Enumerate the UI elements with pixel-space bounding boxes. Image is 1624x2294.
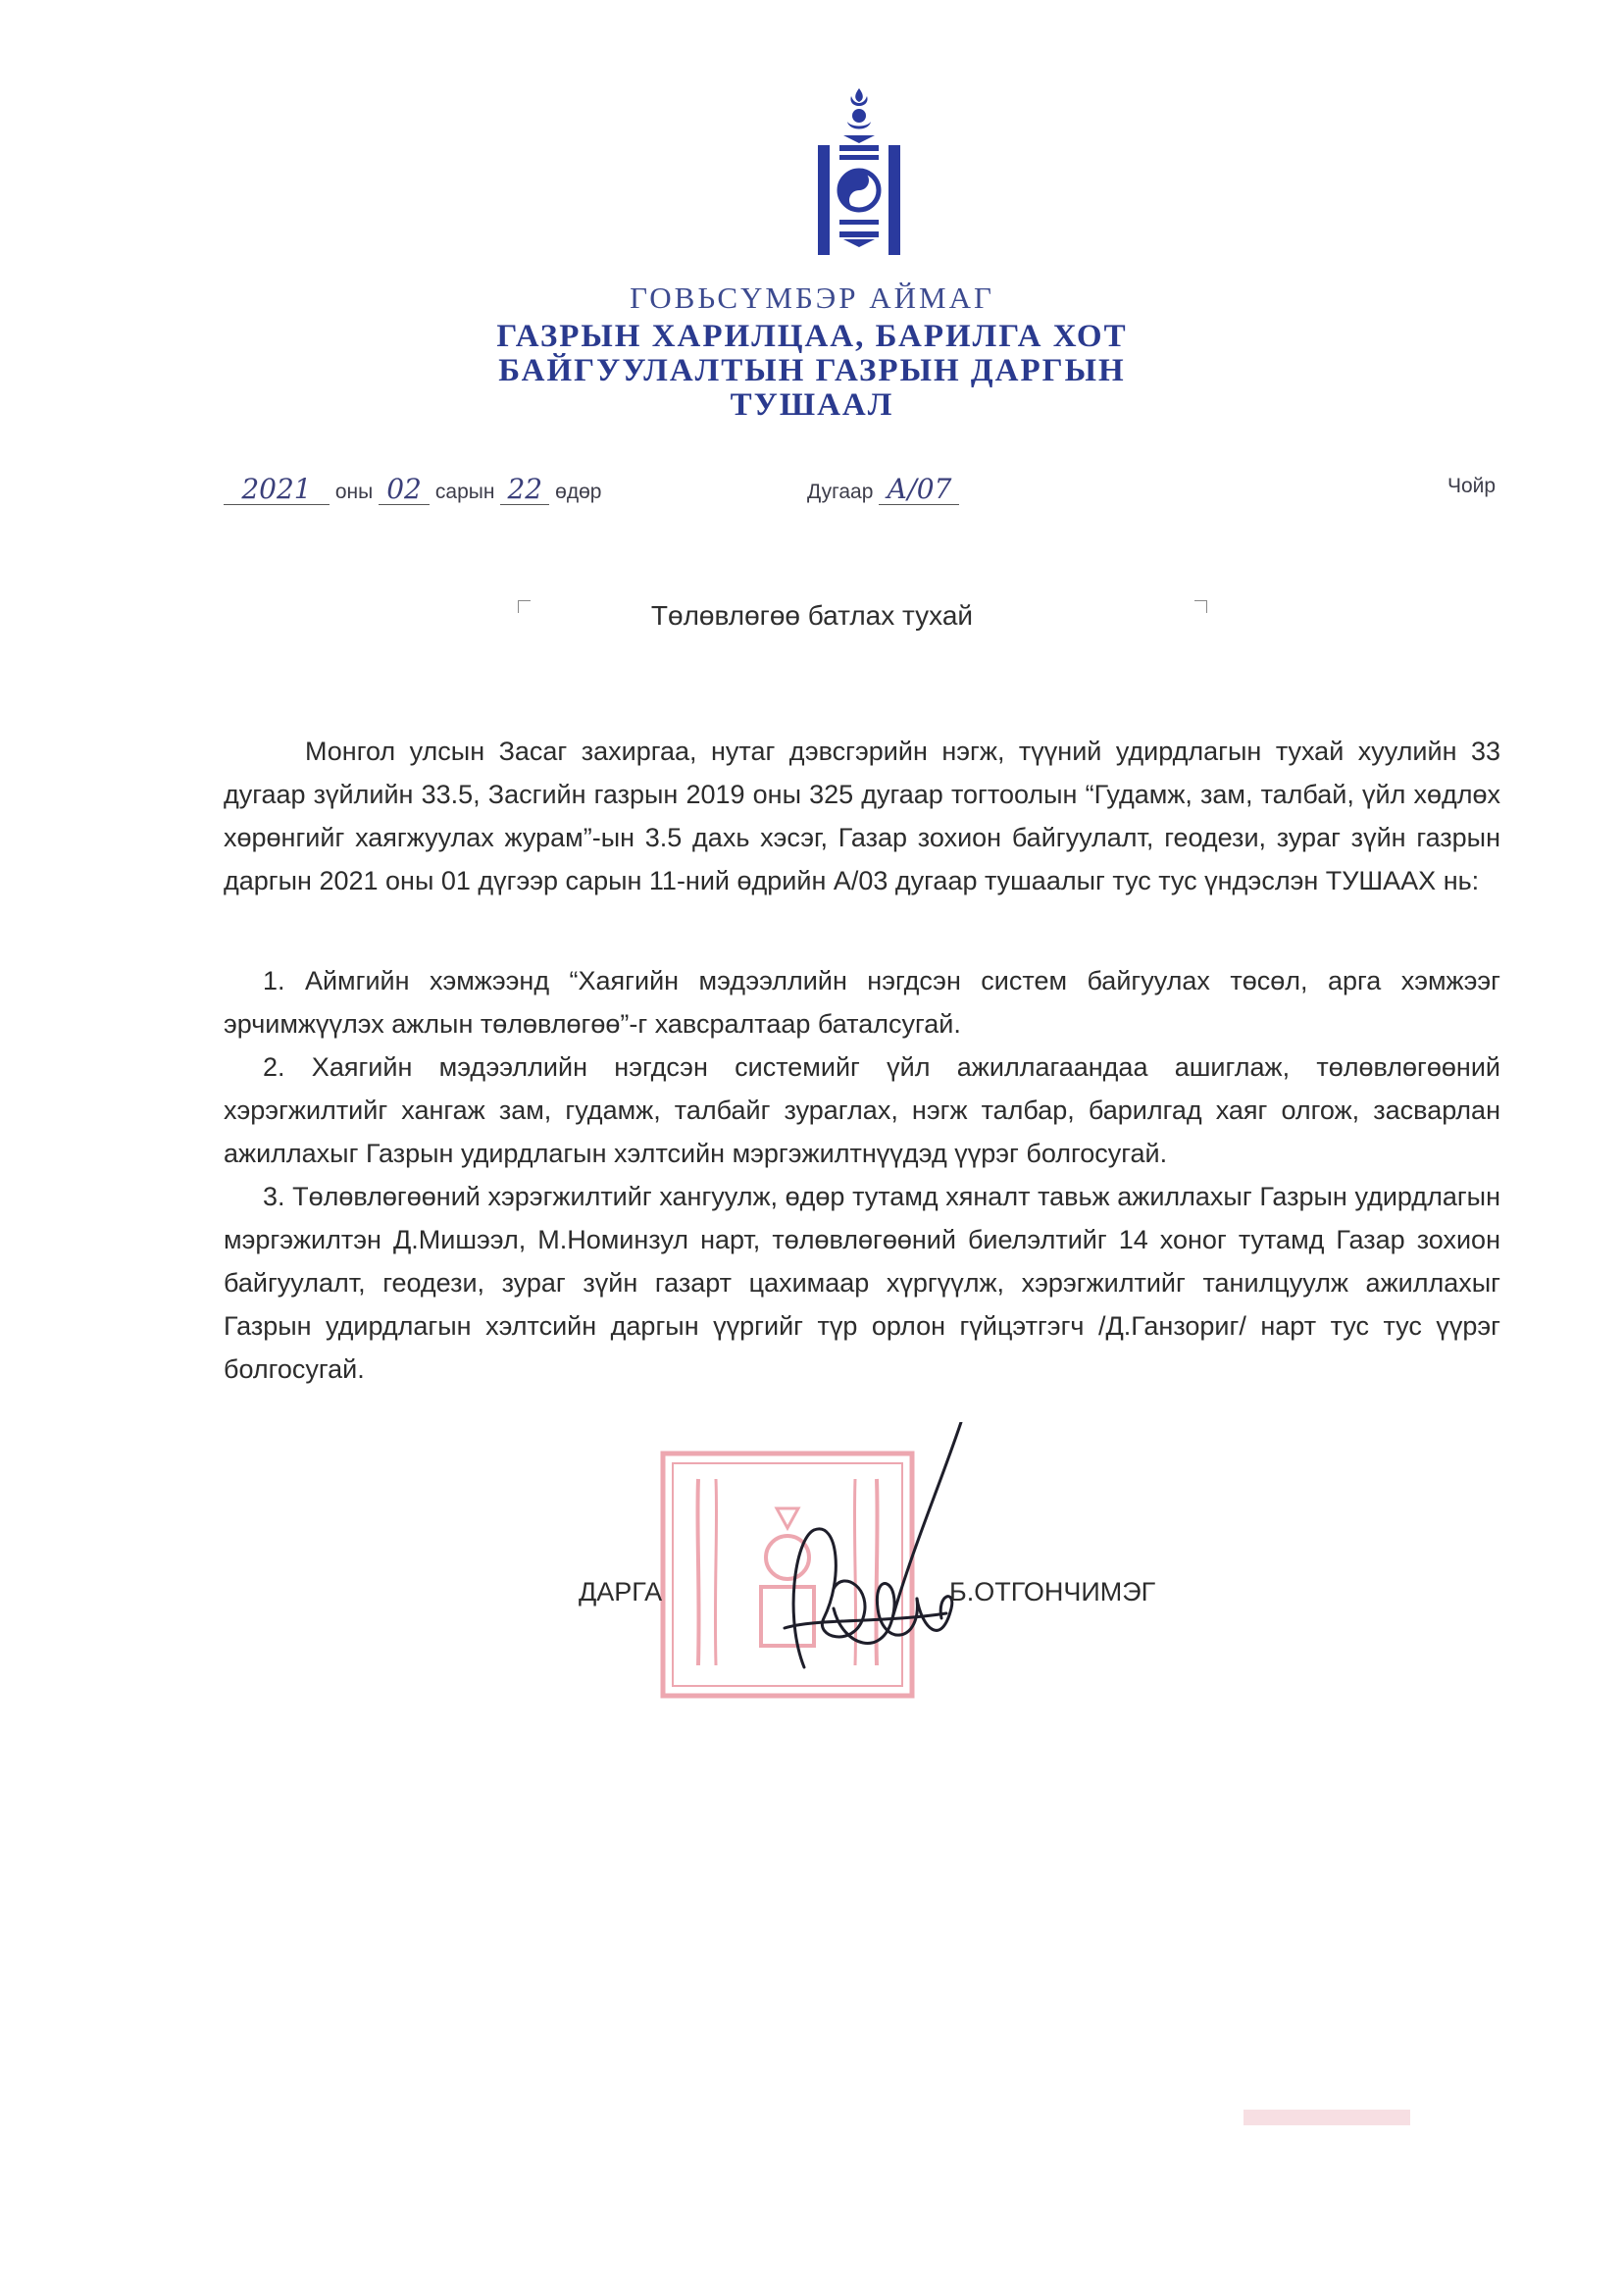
number-label: Дугаар: [807, 481, 874, 503]
month-value: 02: [379, 475, 430, 505]
day-label: өдөр: [555, 481, 602, 503]
order-item-2: 2. Хаягийн мэдээллийн нэгдсэн системийг үйл ажиллагаандаа ашиглаж, төлөвлөгөөний хэрэгжилтийг хангаж зам, гудамж, талбайг зураглах, нэгж талбар, барилгад хаяг олгож, засварлан ажиллахыг Газрын удирдлагын хэлтсийн мэргэжилтнүүдэд үүрэг болгосугай.: [224, 1052, 1500, 1168]
subject-title: Төлөвлөгөө батлах тухай: [650, 600, 974, 631]
aimag-name: ГОВЬСҮМБЭР АЙМАГ: [630, 280, 994, 315]
document-type: ТУШААЛ: [730, 387, 894, 423]
intro-paragraph: Монгол улсын Засаг захиргаа, нутаг дэвсгэрийн нэгж, түүний удирдлагын тухай хуулийн 33 дугаар зүйлийн 33.5, Засгийн газрын 2019 оны 325 дугаар тогтоолын “Гудамж, зам, талбай, үйл хөдлөх хөрөнгийг хаягжуулах журам”-ын 3.5 дахь хэсэг, Газар зохион байгуулалт, геодези, зураг зүйн газрын даргын 2021 оны 01 дүгээр сарын 11-ний өдрийн А/03 дугаар тушаалыг тус тус үндэслэн ТУШААХ нь:: [224, 737, 1500, 895]
organization-line-2: БАЙГУУЛАЛТЫН ГАЗРЫН ДАРГЫН: [498, 353, 1126, 388]
month-label: сарын: [434, 481, 495, 503]
signer-title: ДАРГА: [579, 1577, 663, 1606]
place-name: Чойр: [1447, 475, 1497, 497]
order-item-1: 1. Аймгийн хэмжээнд “Хаягийн мэдээллийн нэгдсэн систем байгуулах төсөл, арга хэмжээг эрчимжүүлэх ажлын төлөвлөгөө”-г хавсралтаар баталсугай.: [224, 966, 1500, 1039]
order-items: [224, 959, 1500, 1391]
order-item-3: 3. Төлөвлөгөөний хэрэгжилтийг хангуулж, өдөр тутамд хяналт тавьж ажиллахыг Газрын удирдлагын мэргэжилтэн Д.Мишээл, М.Номинзул нарт, төлөвлөгөөний биелэлтийг 14 хоног тутамд Газар зохион байгуулалт, геодези, зураг зүйн газарт цахимаар хүргүүлж, хэрэгжилтийг танилцуулж ажиллахыг Газрын удирдлагын хэлтсийн даргын үүргийг түр орлон гүйцэтгэгч /Д.Ганзориг/ нарт тус тус үүрэг болгосугай.: [224, 1182, 1500, 1384]
soyombo-emblem-icon: [814, 86, 904, 259]
day-value: 22: [500, 475, 549, 505]
signer-name: Б.ОТГОНЧИМЭГ: [949, 1577, 1156, 1606]
year-value: 2021: [224, 475, 330, 505]
number-value: А/07: [879, 475, 959, 505]
stamp-smudge-icon: [1243, 2104, 1410, 2133]
number-line: [807, 475, 959, 505]
year-label: оны: [334, 481, 374, 503]
handwritten-signature-icon: [745, 1422, 981, 1716]
organization-line-1: ГАЗРЫН ХАРИЛЦАА, БАРИЛГА ХОТ: [496, 319, 1128, 354]
date-line: [224, 475, 601, 505]
